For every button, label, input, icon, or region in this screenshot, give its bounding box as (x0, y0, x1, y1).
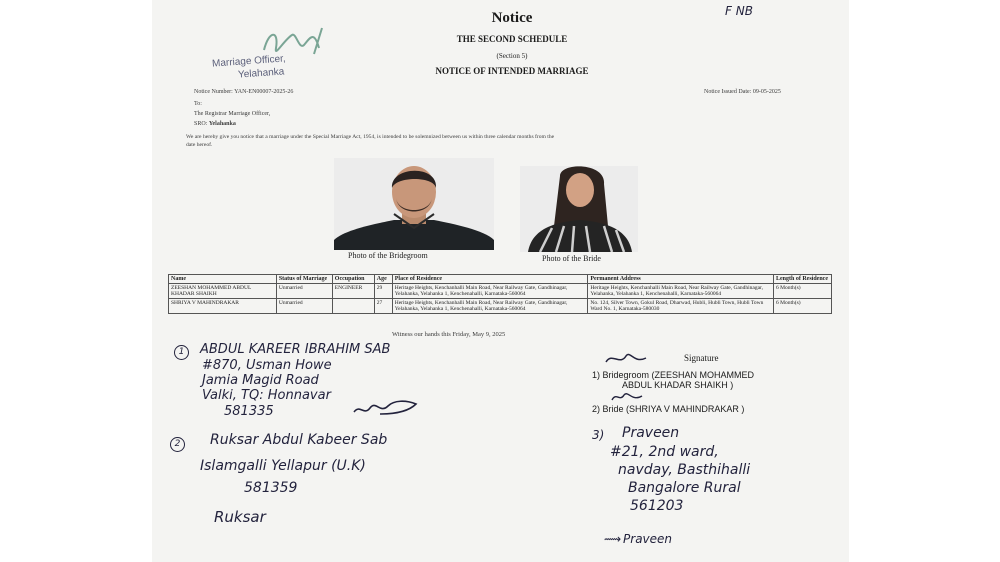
cell-status: Unmarried (276, 284, 332, 299)
witness-1-address-line-1: #870, Usman Howe (202, 358, 332, 373)
cell-name: SHRIYA V MAHINDRAKAR (169, 299, 277, 314)
cell-occupation: ENGINEER (332, 284, 374, 299)
witness-1-name: ABDUL KAREER IBRAHIM SAB (200, 342, 391, 357)
notice-number: Notice Number: YAN-EN00007-2025-26 (194, 89, 294, 95)
groom-portrait-icon (334, 158, 494, 250)
bridegroom-signature-line-2: ABDUL KHADAR SHAIKH ) (622, 380, 734, 390)
witness-3-name: Praveen (622, 425, 680, 441)
table-row (169, 299, 832, 314)
witness-3-signature (604, 532, 672, 546)
cell-residence: Heritage Heights, Kenchanhalli Main Road, Near Railway Gate, Gandhinagar, Yelahanka, Yelahanka 1, Kenchenahalli, Karnataka-560064 (392, 299, 588, 314)
cell-occupation (332, 299, 374, 314)
witness-2-address: Islamgalli Yellapur (U.K) (200, 458, 366, 474)
witness-2-name: Ruksar Abdul Kabeer Sab (210, 432, 388, 448)
witness-3-number: 3) (592, 428, 605, 442)
stamp-line-1: Marriage Officer, (211, 53, 287, 70)
header-residence: Place of Residence (392, 275, 588, 284)
cell-name: ZEESHAN MOHAMMED ABDUL KHADAR SHAIKH (169, 284, 277, 299)
cell-length: 6 Month(s) (774, 284, 832, 299)
bride-signature-icon (610, 390, 644, 404)
bride-portrait-icon (520, 166, 638, 252)
corner-handwritten-note: F NB (725, 4, 753, 18)
notice-document (152, 0, 849, 562)
sro-value: Yelahanka (208, 121, 236, 127)
sro-line (194, 121, 236, 127)
cell-status: Unmarried (276, 299, 332, 314)
notice-subtitle: NOTICE OF INTENDED MARRIAGE (435, 66, 589, 76)
signature-label: Signature (684, 353, 719, 363)
table-row (169, 284, 832, 299)
bridegroom-signature-icon (604, 350, 648, 368)
marriage-officer-stamp (204, 20, 334, 90)
header-occupation: Occupation (332, 275, 374, 284)
stamp-line-2: Yelahanka (237, 66, 285, 81)
page-title: Notice (491, 10, 533, 26)
witness-1-address-line-2: Jamia Magid Road (202, 373, 319, 388)
body-text-line-1: We are hereby give you notice that a marriage under the Special Marriage Act, 1954, is intended to be solemnized between us within three calendar months from the (186, 134, 555, 140)
signature-flourish-icon: ⟿ (604, 532, 620, 546)
header-name: Name (169, 275, 277, 284)
addressee-to: To: (194, 101, 202, 107)
header-length-of-residence: Length of Residence (774, 275, 832, 284)
header-permanent-address: Permanent Address (588, 275, 774, 284)
schedule-heading: THE SECOND SCHEDULE (456, 34, 568, 44)
header-age: Age (374, 275, 392, 284)
witness-2-pincode: 581359 (244, 480, 298, 496)
witness-3-address-line-2: navday, Basthihalli (618, 462, 751, 478)
witness-1-number: 1 (174, 345, 189, 360)
witness-3-pincode: 561203 (630, 498, 684, 514)
cell-age: 27 (374, 299, 392, 314)
cell-permanent-address: Heritage Heights, Kenchanhalli Main Road, Near Railway Gate, Gandhinagar, Yelahanka, Yelahanka 1, Kenchenahalli, Karnataka-560064 (588, 284, 774, 299)
cell-permanent-address: No. 124, Silver Town, Gokul Road, Dharwad, Hubli, Hubli Town, Hubli Town Ward No. 1, Karnataka-580030 (588, 299, 774, 314)
addressee-officer: The Registrar Marriage Officer, (194, 111, 271, 117)
bride-photo-caption: Photo of the Bride (542, 254, 601, 263)
witness-2-signature: Ruksar (214, 508, 266, 526)
header-status: Status of Marriage (276, 275, 332, 284)
notice-issued-date: Notice Issued Date: 09-05-2025 (704, 89, 781, 95)
cell-length: 6 Month(s) (774, 299, 832, 314)
witness-1-pincode: 581335 (224, 404, 274, 419)
witness-1-signature-icon (350, 396, 420, 418)
particulars-table (168, 274, 832, 314)
bridegroom-signature-line-1: 1) Bridegroom (ZEESHAN MOHAMMED (592, 370, 755, 380)
groom-photo-caption: Photo of the Bridegroom (348, 251, 428, 260)
witness-2-number: 2 (170, 437, 185, 452)
bride-signature-line: 2) Bride (SHRIYA V MAHINDRAKAR ) (592, 404, 745, 414)
body-text-line-2: date hereof. (186, 142, 213, 148)
witness-3-signature-text: Praveen (623, 532, 673, 546)
groom-photo (334, 158, 494, 250)
witness-3-address-line-3: Bangalore Rural (628, 480, 741, 496)
cell-residence: Heritage Heights, Kenchanhalli Main Road, Near Railway Gate, Gandhinagar, Yelahanka, Yelahanka 1, Kenchenahalli, Karnataka-560064 (392, 284, 588, 299)
witness-3-address-line-1: #21, 2nd ward, (610, 444, 719, 460)
section-heading: (Section 5) (496, 52, 528, 60)
witness-1-address-line-3: Valki, TQ: Honnavar (202, 388, 331, 403)
bride-photo (520, 166, 638, 252)
witness-line: Witness our hands this Friday, May 9, 2025 (392, 331, 506, 338)
cell-age: 29 (374, 284, 392, 299)
table-header-row (169, 275, 832, 284)
sro-label: SRO: (194, 121, 208, 127)
